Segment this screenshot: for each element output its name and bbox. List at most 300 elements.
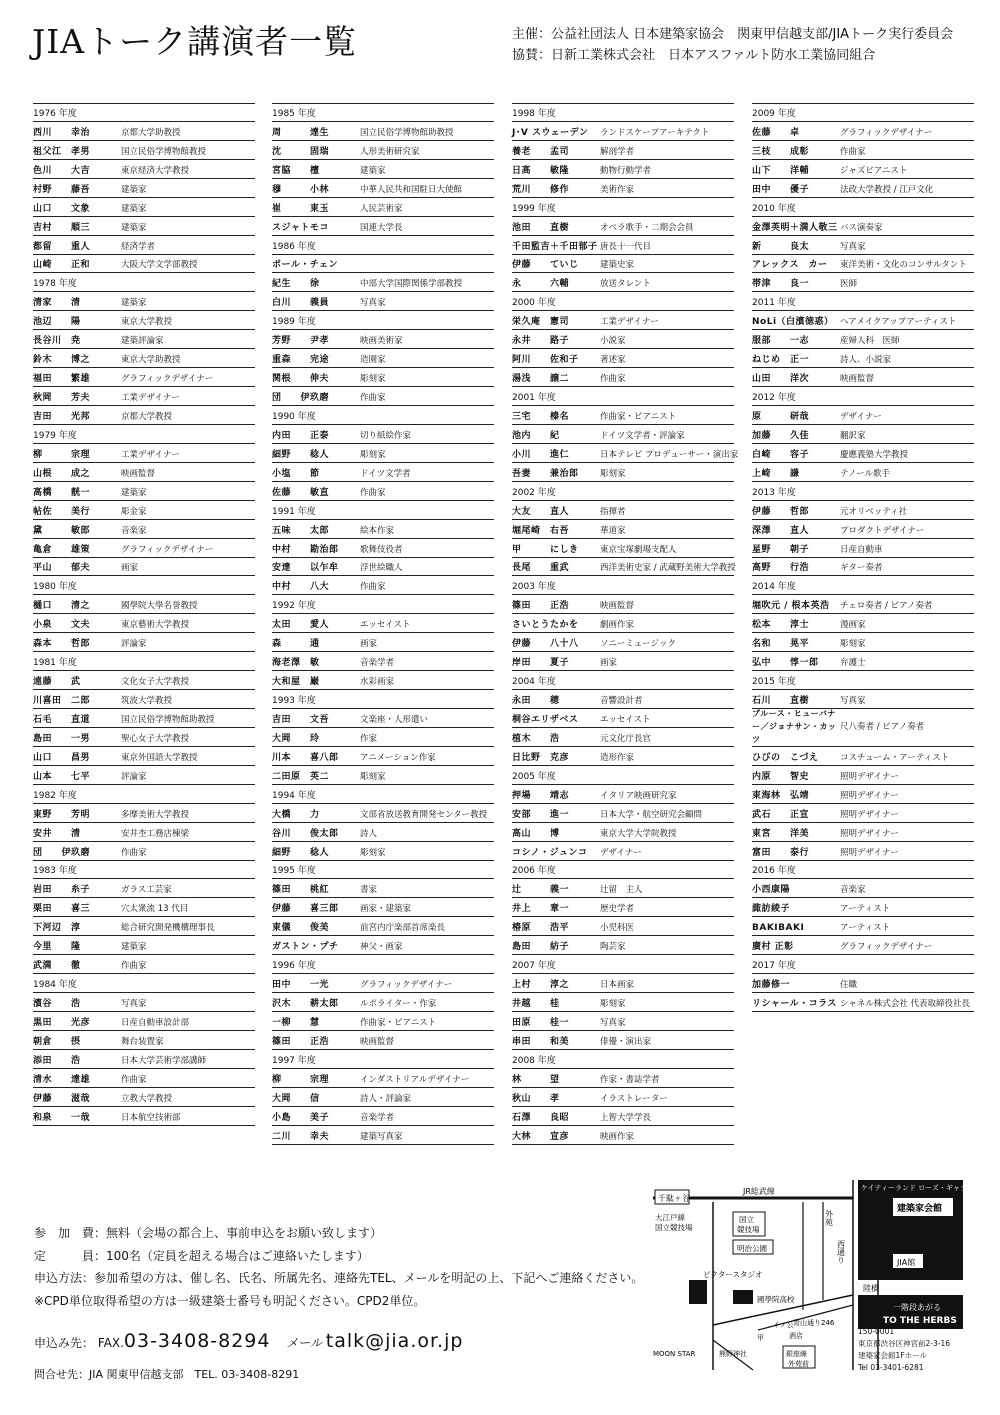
speaker-row bbox=[512, 255, 734, 274]
speaker-row bbox=[33, 709, 255, 728]
speaker-row bbox=[512, 823, 734, 842]
speaker-name: 田中 優子 bbox=[752, 184, 810, 195]
speaker-role: ヘアメイクアップアーティスト bbox=[840, 317, 957, 328]
speaker-name: 吾妻 兼治郎 bbox=[512, 468, 579, 479]
speaker-row bbox=[33, 595, 255, 614]
speaker-row bbox=[752, 558, 974, 577]
speaker-name: 大橋 力 bbox=[272, 809, 320, 820]
year-header: 2000 年度 bbox=[512, 292, 734, 311]
speaker-name: 関根 伸夫 bbox=[272, 374, 330, 385]
speaker-role: 歴史学者 bbox=[600, 904, 635, 915]
speaker-row bbox=[33, 936, 255, 955]
year-header: 1989 年度 bbox=[272, 311, 494, 330]
venue-address bbox=[858, 1326, 950, 1374]
speaker-name: 甲 にしき bbox=[512, 544, 579, 555]
speaker-name: 押場 靖志 bbox=[512, 790, 570, 801]
mail-label: メール bbox=[286, 1336, 322, 1350]
speaker-role: ガラス工芸家 bbox=[121, 885, 172, 896]
speaker-role: 安井杢工務店棟梁 bbox=[121, 828, 190, 839]
speaker-role: 建築家 bbox=[121, 942, 147, 953]
speaker-name: 周 達生 bbox=[272, 127, 330, 138]
year-header: 2011 年度 bbox=[752, 292, 974, 311]
speaker-name: 森本 哲郎 bbox=[33, 639, 91, 650]
speaker-name: 富田 泰行 bbox=[752, 847, 810, 858]
year-header: 1978 年度 bbox=[33, 273, 255, 292]
speaker-role: グラフィックデザイナー bbox=[121, 544, 214, 555]
speaker-role: 彫刻家 bbox=[360, 449, 386, 460]
speaker-name: 安井 清 bbox=[33, 828, 81, 839]
speaker-role: ソニーミュージック bbox=[600, 639, 676, 650]
speaker-role: 評論家 bbox=[121, 639, 147, 650]
speaker-role: 造形作家 bbox=[600, 752, 635, 763]
speaker-name: 東宮 洋美 bbox=[752, 828, 810, 839]
speaker-role: 東京外国語大学教授 bbox=[121, 752, 198, 763]
speaker-row bbox=[272, 349, 494, 368]
speaker-column-1 bbox=[33, 103, 255, 1126]
speaker-name: 中村 八大 bbox=[272, 582, 330, 593]
speaker-name: 井越 桂 bbox=[512, 999, 560, 1009]
speaker-name: 穆 小林 bbox=[272, 184, 330, 195]
speaker-row bbox=[512, 406, 734, 425]
speaker-row bbox=[272, 1126, 494, 1145]
speaker-role: 経済学者 bbox=[121, 241, 156, 252]
speaker-row bbox=[512, 330, 734, 349]
speaker-name: 名和 晃平 bbox=[752, 639, 810, 650]
speaker-role: 弁護士 bbox=[840, 658, 866, 669]
speaker-role: 作曲家・ピアニスト bbox=[360, 1017, 437, 1028]
speaker-column-4 bbox=[752, 103, 974, 1012]
speaker-role: 作曲家・ピアニスト bbox=[600, 411, 677, 422]
speaker-row bbox=[272, 444, 494, 463]
speaker-name: 団 伊玖磨 bbox=[33, 847, 91, 858]
speaker-row bbox=[272, 292, 494, 311]
speaker-row bbox=[512, 1012, 734, 1031]
speaker-name: 安達 以乍牟 bbox=[272, 563, 339, 574]
speaker-row bbox=[752, 122, 974, 141]
speaker-name: 大林 宣彦 bbox=[512, 1131, 570, 1142]
speaker-role: 東京藝術大学教授 bbox=[121, 620, 190, 631]
speaker-role: 作曲家 bbox=[840, 146, 866, 157]
speaker-role: 神父・画家 bbox=[360, 942, 403, 953]
year-header: 1999 年度 bbox=[512, 198, 734, 217]
speaker-name: 小西康陽 bbox=[752, 885, 791, 896]
speaker-row bbox=[752, 160, 974, 179]
speaker-role: 舞台装置家 bbox=[121, 1036, 164, 1047]
speaker-row bbox=[752, 936, 974, 955]
speaker-role: 聖心女子大学教授 bbox=[121, 733, 190, 744]
speaker-role: 画家 bbox=[121, 563, 139, 574]
speaker-name: ひびの こづえ bbox=[752, 752, 819, 763]
speaker-name: 荒川 修作 bbox=[512, 184, 570, 195]
speaker-row bbox=[272, 217, 494, 236]
label-ginkgo: 銀座線 bbox=[786, 1350, 807, 1358]
speaker-name: 色川 大吉 bbox=[33, 165, 91, 176]
speaker-row bbox=[33, 898, 255, 917]
year-header: 2004 年度 bbox=[512, 671, 734, 690]
speaker-name: 長尾 重武 bbox=[512, 563, 570, 574]
speaker-name: 池内 紀 bbox=[512, 430, 560, 441]
speaker-row bbox=[512, 425, 734, 444]
speaker-name: 五味 太郎 bbox=[272, 525, 330, 536]
speaker-name: 原 研哉 bbox=[752, 411, 810, 422]
speaker-role: 作曲家 bbox=[121, 847, 147, 858]
speaker-role: 筑波大学教授 bbox=[121, 696, 173, 706]
year-header: 1979 年度 bbox=[33, 425, 255, 444]
speaker-name: 上崎 謙 bbox=[752, 468, 800, 479]
speaker-name: 重森 完途 bbox=[272, 355, 330, 366]
speaker-row bbox=[512, 558, 734, 577]
speaker-role: 写真家 bbox=[600, 1017, 626, 1028]
speaker-name: 黛 敏郎 bbox=[33, 525, 91, 536]
speaker-row bbox=[272, 842, 494, 861]
speaker-role: 画家 bbox=[360, 639, 378, 650]
speaker-row bbox=[512, 520, 734, 539]
speaker-row bbox=[512, 785, 734, 804]
speaker-role: 彫刻家 bbox=[360, 374, 386, 385]
speaker-row bbox=[33, 387, 255, 406]
year-header: 2007 年度 bbox=[512, 955, 734, 974]
year-header: 2008 年度 bbox=[512, 1050, 734, 1069]
speaker-role: 京都大学助教授 bbox=[121, 127, 181, 138]
year-header: 1986 年度 bbox=[272, 236, 494, 255]
speaker-row bbox=[752, 766, 974, 785]
speaker-name: 篠田 正浩 bbox=[272, 1036, 330, 1047]
event-info bbox=[34, 1222, 643, 1312]
speaker-row bbox=[272, 804, 494, 823]
speaker-role: イタリア映画研究家 bbox=[600, 790, 677, 801]
speaker-role: 音楽学者 bbox=[360, 1112, 395, 1123]
speaker-name: 阿川 佐和子 bbox=[512, 355, 579, 366]
speaker-role: 俳優・演出家 bbox=[600, 1036, 652, 1047]
speaker-row bbox=[272, 198, 494, 217]
label-national1: 国立 bbox=[739, 1215, 754, 1224]
speaker-name: 小島 美子 bbox=[272, 1112, 330, 1123]
speaker-name: 山根 成之 bbox=[33, 468, 91, 479]
speaker-role: 日本大学芸術学部講師 bbox=[121, 1055, 207, 1066]
label-gaienmae: 外苑前 bbox=[788, 1360, 809, 1368]
speaker-role: 翻訳家 bbox=[840, 430, 866, 441]
speaker-name: 三枝 成彰 bbox=[752, 146, 810, 157]
speaker-row bbox=[752, 444, 974, 463]
speaker-role: チェロ奏者 / ピアノ奏者 bbox=[840, 601, 933, 612]
speaker-row bbox=[272, 993, 494, 1012]
speaker-name: 大友 直人 bbox=[512, 506, 570, 517]
speaker-name: 内田 正泰 bbox=[272, 430, 330, 441]
speaker-role: ランドスケープアーキテクト bbox=[600, 127, 710, 138]
speaker-name: 高山 博 bbox=[512, 828, 560, 839]
speaker-role: 日本大学・航空研究会顧問 bbox=[600, 809, 703, 820]
speaker-name: 石川 直樹 bbox=[752, 696, 810, 706]
speaker-role: 建築史家 bbox=[600, 260, 635, 271]
speaker-row bbox=[752, 311, 974, 330]
speaker-name: コシノ・ジュンコ bbox=[512, 847, 588, 858]
speaker-name: 太田 愛人 bbox=[272, 620, 330, 631]
speaker-name: 金澤英明＋満人敬三 bbox=[752, 222, 838, 233]
speaker-role: 東京経済大学教授 bbox=[121, 165, 190, 176]
speaker-row bbox=[33, 122, 255, 141]
speaker-row bbox=[512, 539, 734, 558]
speaker-name: 二田原 英二 bbox=[272, 771, 330, 782]
speaker-role: 作曲家 bbox=[121, 961, 147, 972]
speaker-row bbox=[272, 255, 494, 274]
speaker-row bbox=[272, 936, 494, 955]
year-header: 1985 年度 bbox=[272, 103, 494, 122]
speaker-name: 樋口 清之 bbox=[33, 601, 91, 612]
speaker-name: 星野 朝子 bbox=[752, 544, 810, 555]
speaker-row bbox=[272, 1107, 494, 1126]
speaker-row bbox=[512, 898, 734, 917]
speaker-role: 上智大学学長 bbox=[600, 1112, 652, 1123]
speaker-role: 水彩画家 bbox=[360, 677, 395, 688]
speaker-role: 作曲家 bbox=[121, 1074, 147, 1085]
speaker-row bbox=[272, 709, 494, 728]
speaker-row bbox=[752, 501, 974, 520]
label-gaien1: 外苑 bbox=[824, 1210, 834, 1226]
speaker-row bbox=[512, 936, 734, 955]
speaker-role: 放送タレント bbox=[600, 279, 651, 290]
speaker-row bbox=[752, 425, 974, 444]
speaker-name: 芳野 尹孝 bbox=[272, 336, 330, 347]
year-header: 1998 年度 bbox=[512, 103, 734, 122]
speaker-name: 遠藤 武 bbox=[33, 677, 81, 688]
speaker-row bbox=[272, 122, 494, 141]
year-header: 1997 年度 bbox=[272, 1050, 494, 1069]
speaker-role: 書家 bbox=[360, 885, 378, 896]
speaker-role: 総合研究開発機構理事長 bbox=[121, 923, 215, 934]
speaker-name: 山口 文象 bbox=[33, 203, 91, 214]
speaker-row bbox=[512, 974, 734, 993]
speaker-row bbox=[272, 728, 494, 747]
speaker-role: 大阪大学文学部教授 bbox=[121, 260, 198, 271]
speaker-name: 朝倉 摂 bbox=[33, 1036, 81, 1047]
speaker-role: 劇画作家 bbox=[600, 620, 635, 631]
speaker-name: 東儀 俊美 bbox=[272, 923, 330, 934]
speaker-role: インダストリアルデザイナー bbox=[360, 1074, 470, 1085]
speaker-name: 秋山 孝 bbox=[512, 1093, 560, 1104]
speaker-name: 紀生 徐 bbox=[272, 279, 320, 290]
speaker-role: 照明デザイナー bbox=[840, 847, 899, 858]
speaker-row bbox=[752, 595, 974, 614]
speaker-name: 栄久庵 憲司 bbox=[512, 317, 570, 328]
speaker-role: デザイナー bbox=[600, 847, 642, 858]
speaker-role: 映画美術家 bbox=[360, 336, 403, 347]
year-header: 1990 年度 bbox=[272, 406, 494, 425]
speaker-row bbox=[752, 179, 974, 198]
capacity-line: 定 員：100名（定員を超える場合はご連絡いたします） bbox=[34, 1248, 369, 1263]
speaker-row bbox=[33, 236, 255, 255]
speaker-row bbox=[272, 425, 494, 444]
speaker-row bbox=[272, 974, 494, 993]
speaker-role: 建築家 bbox=[121, 487, 147, 498]
speaker-role: ジャズピアニスト bbox=[840, 165, 908, 176]
speaker-role: 詩人・評論家 bbox=[360, 1093, 412, 1104]
speaker-name: 堀尾崎 右吾 bbox=[512, 525, 570, 536]
speaker-role: イラストレーター bbox=[600, 1093, 668, 1104]
speaker-name: 一柳 慧 bbox=[272, 1017, 320, 1028]
speaker-role: 工業デザイナー bbox=[600, 317, 659, 328]
year-header: 1976 年度 bbox=[33, 103, 255, 122]
speaker-row bbox=[33, 879, 255, 898]
speaker-row bbox=[33, 255, 255, 274]
speaker-name: 吉田 文吾 bbox=[272, 714, 330, 725]
speaker-row bbox=[752, 141, 974, 160]
speaker-role: 動物行動学者 bbox=[600, 165, 652, 176]
speaker-name: 中村 勘治郎 bbox=[272, 544, 339, 555]
speaker-row bbox=[33, 614, 255, 633]
speaker-role: 建築家 bbox=[121, 298, 147, 309]
year-header: 1984 年度 bbox=[33, 974, 255, 993]
speaker-name: 平山 郁夫 bbox=[33, 563, 91, 574]
label-kumano: 熊野神社 bbox=[719, 1350, 747, 1358]
year-header: 2001 年度 bbox=[512, 387, 734, 406]
speaker-name: 佐藤 敏直 bbox=[272, 487, 330, 498]
speaker-role: 国連大学長 bbox=[360, 222, 403, 233]
speaker-role: 東京大学助教授 bbox=[121, 355, 181, 366]
speaker-role: 彫刻家 bbox=[360, 847, 386, 858]
label-meiji: 明治公園 bbox=[737, 1244, 767, 1253]
speaker-name: 団 伊玖磨 bbox=[272, 393, 330, 403]
speaker-row bbox=[33, 917, 255, 936]
apply-label: 申込み先： bbox=[34, 1336, 95, 1350]
speaker-name: 宮脇 檀 bbox=[272, 165, 320, 176]
speaker-name: 吉田 光邦 bbox=[33, 411, 91, 422]
speaker-name: 堀吹元 / 根本英浩 bbox=[752, 601, 830, 612]
speaker-role: 元文化庁長官 bbox=[600, 733, 652, 744]
label-aoyama: 青山通り246 bbox=[793, 1319, 835, 1327]
speaker-row bbox=[33, 728, 255, 747]
speaker-name: 大岡 玲 bbox=[272, 733, 320, 744]
speaker-row bbox=[512, 614, 734, 633]
speaker-role: 文部省放送教育開発センター教授 bbox=[360, 809, 488, 820]
speaker-row bbox=[752, 898, 974, 917]
speaker-role: ルポライター・作家 bbox=[360, 999, 437, 1009]
speaker-name: 森 通 bbox=[272, 639, 320, 650]
speaker-row bbox=[33, 217, 255, 236]
speaker-row bbox=[752, 823, 974, 842]
speaker-row bbox=[752, 273, 974, 292]
label-icho: イノ公 bbox=[773, 1321, 794, 1329]
fee-line: 参 加 費：無料（会場の都合上、事前申込をお願い致します） bbox=[34, 1226, 383, 1240]
speaker-role: プロダクトデザイナー bbox=[840, 525, 925, 536]
year-header: 2012 年度 bbox=[752, 387, 974, 406]
speaker-role: 日産自動車 bbox=[840, 544, 883, 555]
speaker-row bbox=[752, 406, 974, 425]
year-header: 2006 年度 bbox=[512, 861, 734, 880]
speaker-row bbox=[512, 1088, 734, 1107]
speaker-name: 福田 繁雄 bbox=[33, 374, 91, 385]
speaker-row bbox=[272, 463, 494, 482]
speaker-role: 東京大学教授 bbox=[121, 317, 173, 328]
speaker-role: 日産自動車設計部 bbox=[121, 1017, 190, 1028]
speaker-name: 永井 路子 bbox=[512, 336, 570, 347]
speaker-name: 伊藤 滋哉 bbox=[33, 1093, 91, 1104]
speaker-name: 島田 一男 bbox=[33, 733, 91, 744]
year-header: 1994 年度 bbox=[272, 785, 494, 804]
year-header: 2010 年度 bbox=[752, 198, 974, 217]
speaker-row bbox=[33, 463, 255, 482]
speaker-name: 辻 義一 bbox=[512, 885, 570, 896]
speaker-name: 祖父江 孝男 bbox=[33, 146, 91, 157]
speaker-row bbox=[752, 785, 974, 804]
speaker-row bbox=[272, 387, 494, 406]
speaker-role: 多摩美術大学教授 bbox=[121, 809, 190, 820]
speaker-name: 三宅 榛名 bbox=[512, 411, 570, 422]
speaker-row bbox=[272, 879, 494, 898]
speaker-row bbox=[33, 766, 255, 785]
speaker-name: 岩田 糸子 bbox=[33, 885, 91, 896]
speaker-role: 東京大学大学院教授 bbox=[600, 828, 677, 839]
speaker-name: 小泉 文夫 bbox=[33, 620, 91, 631]
organizer-info bbox=[512, 24, 953, 66]
speaker-role: ドイツ文学者 bbox=[360, 468, 411, 479]
speaker-row bbox=[33, 311, 255, 330]
mail-address[interactable]: talk@jia.or.jp bbox=[325, 1330, 464, 1352]
speaker-row bbox=[33, 690, 255, 709]
speaker-row bbox=[272, 917, 494, 936]
speaker-row bbox=[752, 349, 974, 368]
speaker-row bbox=[33, 1088, 255, 1107]
speaker-row bbox=[33, 1107, 255, 1126]
speaker-role: 日本テレビ プロデューサー・演出家 bbox=[600, 449, 739, 460]
speaker-name: 加藤修一 bbox=[752, 980, 791, 991]
speaker-name: 桐谷エリザベス bbox=[512, 714, 579, 725]
speaker-name: ポール・チェン bbox=[272, 260, 339, 271]
speaker-row bbox=[33, 1012, 255, 1031]
speaker-role: 文楽座・人形遣い bbox=[360, 714, 429, 725]
speaker-role: 映画監督 bbox=[121, 468, 156, 479]
speaker-name: 上村 淳之 bbox=[512, 980, 570, 991]
speaker-role: 國學院大學名誉教授 bbox=[121, 601, 198, 612]
label-jr: JR総武線 bbox=[743, 1187, 775, 1196]
speaker-role: 立教大学教授 bbox=[121, 1093, 173, 1104]
speaker-name: 西川 幸治 bbox=[33, 127, 91, 138]
speaker-row bbox=[512, 1126, 734, 1145]
speaker-role: 切り紙絵作家 bbox=[360, 430, 412, 441]
speaker-row bbox=[272, 1088, 494, 1107]
speaker-row bbox=[752, 539, 974, 558]
speaker-role: 国立民俗学博物館教授 bbox=[121, 146, 207, 157]
speaker-role: 彫刻家 bbox=[600, 468, 626, 479]
speaker-name: 清家 清 bbox=[33, 298, 81, 309]
speaker-row bbox=[752, 330, 974, 349]
speaker-row bbox=[512, 652, 734, 671]
speaker-name: ブルース・ヒューバナー／ジョナサン・カッツ bbox=[752, 708, 837, 744]
speaker-role: 浮世絵職人 bbox=[360, 563, 403, 574]
speaker-row bbox=[752, 255, 974, 274]
speaker-role: 建築家 bbox=[121, 222, 147, 233]
label-hall: 建築家会館 bbox=[897, 1204, 943, 1214]
speaker-name: 川本 喜八郎 bbox=[272, 752, 339, 763]
speaker-row bbox=[512, 804, 734, 823]
speaker-row bbox=[33, 993, 255, 1012]
speaker-name: 川喜田 二郎 bbox=[33, 696, 91, 706]
speaker-name: 伊藤 八十八 bbox=[512, 639, 579, 650]
speaker-role: バス演奏家 bbox=[840, 222, 883, 233]
speaker-row bbox=[752, 993, 974, 1012]
speaker-role: 建築評論家 bbox=[121, 336, 164, 347]
speaker-row bbox=[272, 520, 494, 539]
speaker-name: 山下 洋輔 bbox=[752, 165, 810, 176]
speaker-role: 照明デザイナー bbox=[840, 771, 899, 782]
speaker-row bbox=[512, 1107, 734, 1126]
speaker-name: 濱谷 浩 bbox=[33, 999, 81, 1009]
speaker-name: 清水 達雄 bbox=[33, 1074, 91, 1085]
speaker-row bbox=[33, 804, 255, 823]
speaker-row bbox=[33, 633, 255, 652]
label-sign: ケイティーランド ローズ・ギャラリー bbox=[861, 1184, 981, 1192]
speaker-row bbox=[272, 766, 494, 785]
year-header: 2002 年度 bbox=[512, 482, 734, 501]
